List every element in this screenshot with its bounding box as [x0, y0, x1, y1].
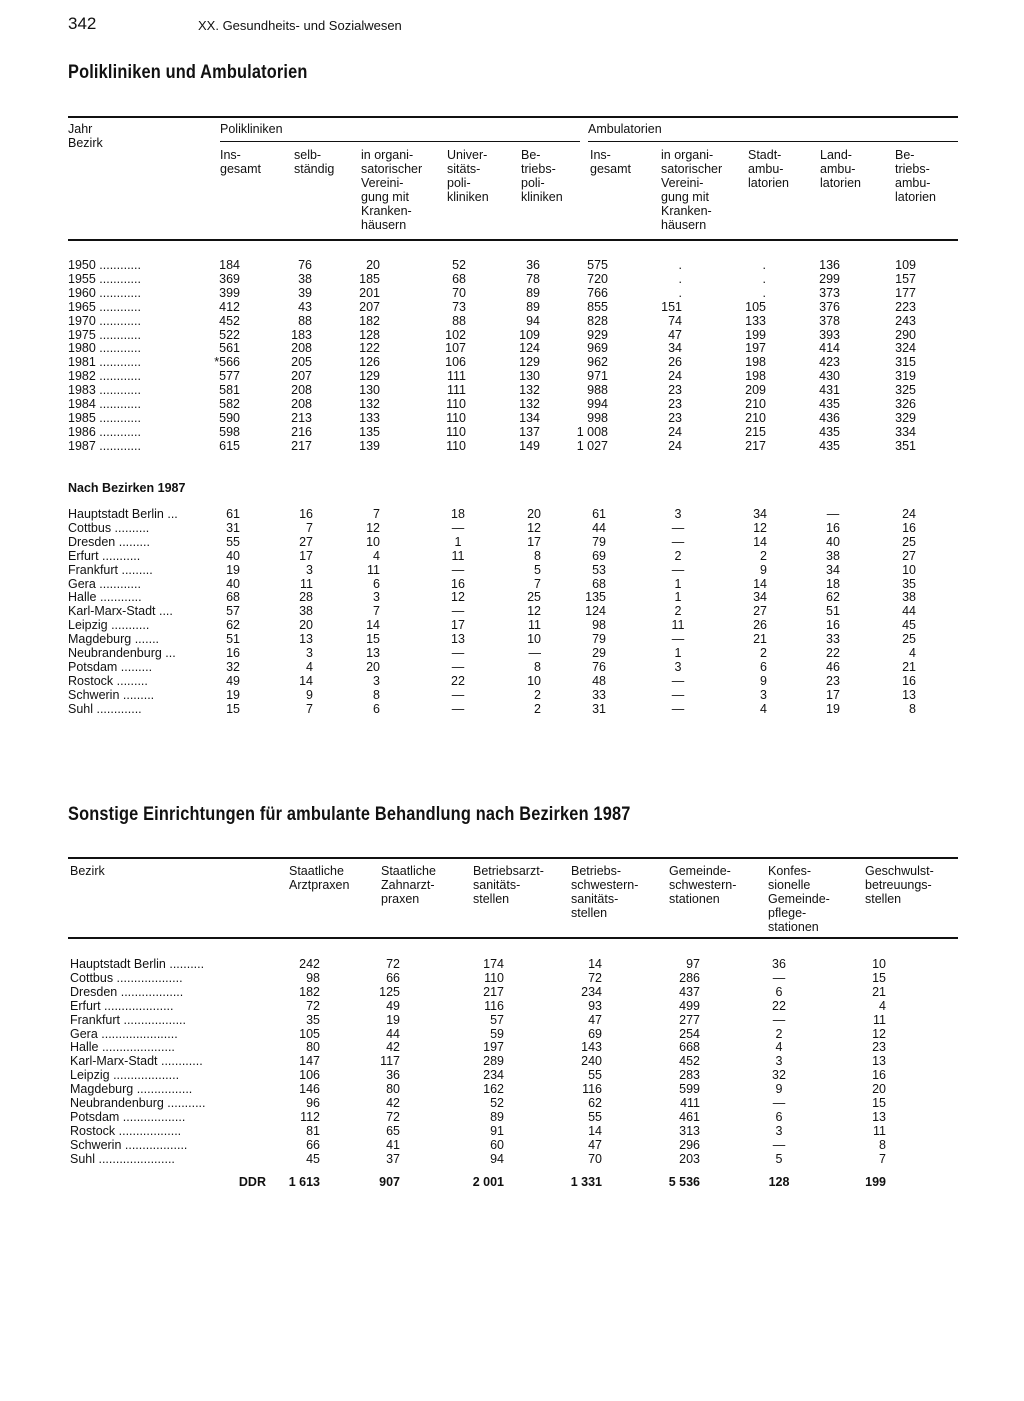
table2-col-header: Betriebs- schwestern- sanitäts- stellen	[571, 864, 639, 920]
table2-col-header: Staatliche Arztpraxen	[289, 864, 350, 892]
table2-total-cell: 907	[379, 1175, 400, 1189]
table1-district-col: 61 31 55 40 19 40 68 57 62 51 16 32 49 19 15	[226, 507, 240, 716]
table1-subheading: Nach Bezirken 1987	[68, 481, 186, 495]
table1-year-col: 36 78 89 89 94 109 124 129 130 132 132 134 137 149	[519, 258, 540, 453]
table1-col-header: in organi- satorischer Vereini- gung mit Kranken- häusern	[661, 148, 723, 232]
table1-year-col: . . . 151 74 47 34 26 24 23 23 23 24 24	[661, 258, 682, 453]
table2-stub-header: Bezirk	[70, 864, 105, 878]
table1-district-col: 18 — 1 11 — 16 12 — 17 13 — — 22 — —	[451, 507, 465, 716]
table1-group-rule-poli	[220, 141, 580, 142]
running-header: XX. Gesundheits- und Sozialwesen	[198, 18, 402, 33]
table1-district-stub: Hauptstadt Berlin ... Cottbus .......... Dresden ......... Erfurt ........... Frankfurt ......... Gera ............ Halle ............ Karl-Marx-Stadt .... Leipzig ........... Magdeburg ....... Neubrandenburg ... Potsdam ......... Rostock ......... Schwerin ......... Suhl .............	[68, 507, 178, 716]
table1-col-header: Univer- sitäts- poli- kliniken	[447, 148, 489, 204]
table2-total-cell: 2 001	[472, 1175, 504, 1189]
table1-col-header: in organi- satorischer Vereini- gung mit Kranken- häusern	[361, 148, 423, 232]
table2-col: 14 72 234 93 47 69 143 240 55 116 62 55 14 47 70	[581, 957, 602, 1166]
table1-top-rule	[68, 116, 958, 118]
table2-title: Sonstige Einrichtungen für ambulante Behandlung nach Bezirken 1987	[68, 804, 631, 825]
table1-col-header: Ins- gesamt	[590, 148, 631, 176]
table1-title: Polikliniken und Ambulatorien	[68, 62, 308, 83]
table1-header-rule	[68, 239, 958, 241]
table1-district-col: 7 12 10 4 11 6 3 7 14 15 13 20 3 8 6	[366, 507, 380, 716]
table2-col: 10 15 21 4 11 12 23 13 16 20 15 13 11 8 7	[872, 957, 886, 1166]
table2-header-rule	[68, 937, 958, 939]
table2-total-label: DDR	[238, 1175, 266, 1189]
table1-col-header: Land- ambu- latorien	[820, 148, 861, 190]
table1-district-col: 34 12 14 2 9 14 34 27 26 21 2 6 9 3 4	[753, 507, 767, 716]
table1-year-col: 52 68 70 73 88 102 107 106 111 111 110 110 110 110	[445, 258, 466, 453]
table2-col-header: Konfes- sionelle Gemeinde- pflege- stationen	[768, 864, 830, 934]
table1-col-header: Be- triebs- ambu- latorien	[895, 148, 936, 204]
table1-year-col: . . . 105 133 199 197 198 198 209 210 210 215 217	[745, 258, 766, 453]
table1-col-header: selb- ständig	[294, 148, 335, 176]
table1-district-col: 16 7 27 17 3 11 28 38 20 13 3 4 14 9 7	[299, 507, 313, 716]
table1-district-col: 20 12 17 8 5 7 25 12 11 10 — 8 10 2 2	[527, 507, 541, 716]
table2-col: 97 286 437 499 277 254 668 452 283 599 411 461 313 296 203	[679, 957, 700, 1166]
table2-col: 242 98 182 72 35 105 80 147 106 146 96 112 81 66 45	[299, 957, 320, 1166]
table1-year-col: 109 157 177 223 243 290 324 315 319 325 326 329 334 351	[895, 258, 916, 453]
table2-total-cell: 199	[865, 1175, 886, 1189]
table2-col-header: Staatliche Zahnarzt- praxen	[381, 864, 436, 906]
page-number: 342	[68, 14, 97, 33]
table2-col-header: Geschwulst- betreuungs- stellen	[865, 864, 934, 906]
table2-col: 36 — 6 22 — 2 4 3 32 9 — 6 3 — 5	[772, 957, 786, 1166]
table1-group-ambulatorien: Ambulatorien	[588, 122, 662, 136]
table2-total-cell: 128	[768, 1175, 790, 1189]
table1-year-col: 575 720 766 855 828 929 969 962 971 988 994 998 1 008 1 027	[576, 258, 608, 453]
table1-year-col: 184 369 399 412 452 522 561 *566 577 581 582 590 598 615	[214, 258, 240, 453]
table2-total-cell: 5 536	[668, 1175, 700, 1189]
table2-col: 174 110 217 116 57 59 197 289 234 162 52 89 91 60 94	[483, 957, 504, 1166]
table1-col-header: Ins- gesamt	[220, 148, 261, 176]
table2-col-header: Gemeinde- schwestern- stationen	[669, 864, 737, 906]
table2-stub: Hauptstadt Berlin .......... Cottbus ................... Dresden .................. Erfurt .................... Frankfurt .................. Gera ...................... Halle ..................... Karl-Marx-Stadt ............ Leipzig ................... Magdeburg ................ Neubrandenburg ........... Potsdam .................. Rostock .................. Schwerin .................. Suhl ......................	[70, 957, 206, 1166]
table2-top-rule	[68, 857, 958, 859]
table1-year-col: 20 185 201 207 182 128 122 126 129 130 132 133 135 139	[359, 258, 380, 453]
table1-col-header: Be- triebs- poli- kliniken	[521, 148, 563, 204]
table1-year-col: 136 299 373 376 378 393 414 423 430 431 435 436 435 435	[819, 258, 840, 453]
table1-col-header: Stadt- ambu- latorien	[748, 148, 789, 190]
table1-year-col: 76 38 39 43 88 183 208 205 207 208 208 213 216 217	[291, 258, 312, 453]
table2-col-header: Betriebsarzt- sanitäts- stellen	[473, 864, 544, 906]
table2-total-cell: 1 331	[570, 1175, 602, 1189]
table1-stub-header: Jahr Bezirk	[68, 122, 103, 150]
table1-district-col: 24 16 25 27 10 35 38 44 45 25 4 21 16 13 8	[902, 507, 916, 716]
table1-district-col: — 16 40 38 34 18 62 51 16 33 22 46 23 17 19	[826, 507, 840, 716]
table1-group-rule-amb	[588, 141, 958, 142]
table1-district-col: 61 44 79 69 53 68 135 124 98 79 29 76 48 33 31	[585, 507, 606, 716]
table1-group-polikliniken: Polikliniken	[220, 122, 283, 136]
table2-col: 72 66 125 49 19 44 42 117 36 80 42 72 65 41 37	[379, 957, 400, 1166]
table1-district-col: 3 — — 2 — 1 1 2 11 — 1 3 — — —	[671, 507, 685, 716]
table1-year-stub: 1950 ............ 1955 ............ 1960 ............ 1965 ............ 1970 ............ 1975 ............ 1980 ............ 1981 ............ 1982 ............ 1983 ............ 1984 ............ 1985 ............ 1986 ............ 1987 ............	[68, 258, 141, 453]
table2-total-cell: 1 613	[288, 1175, 320, 1189]
